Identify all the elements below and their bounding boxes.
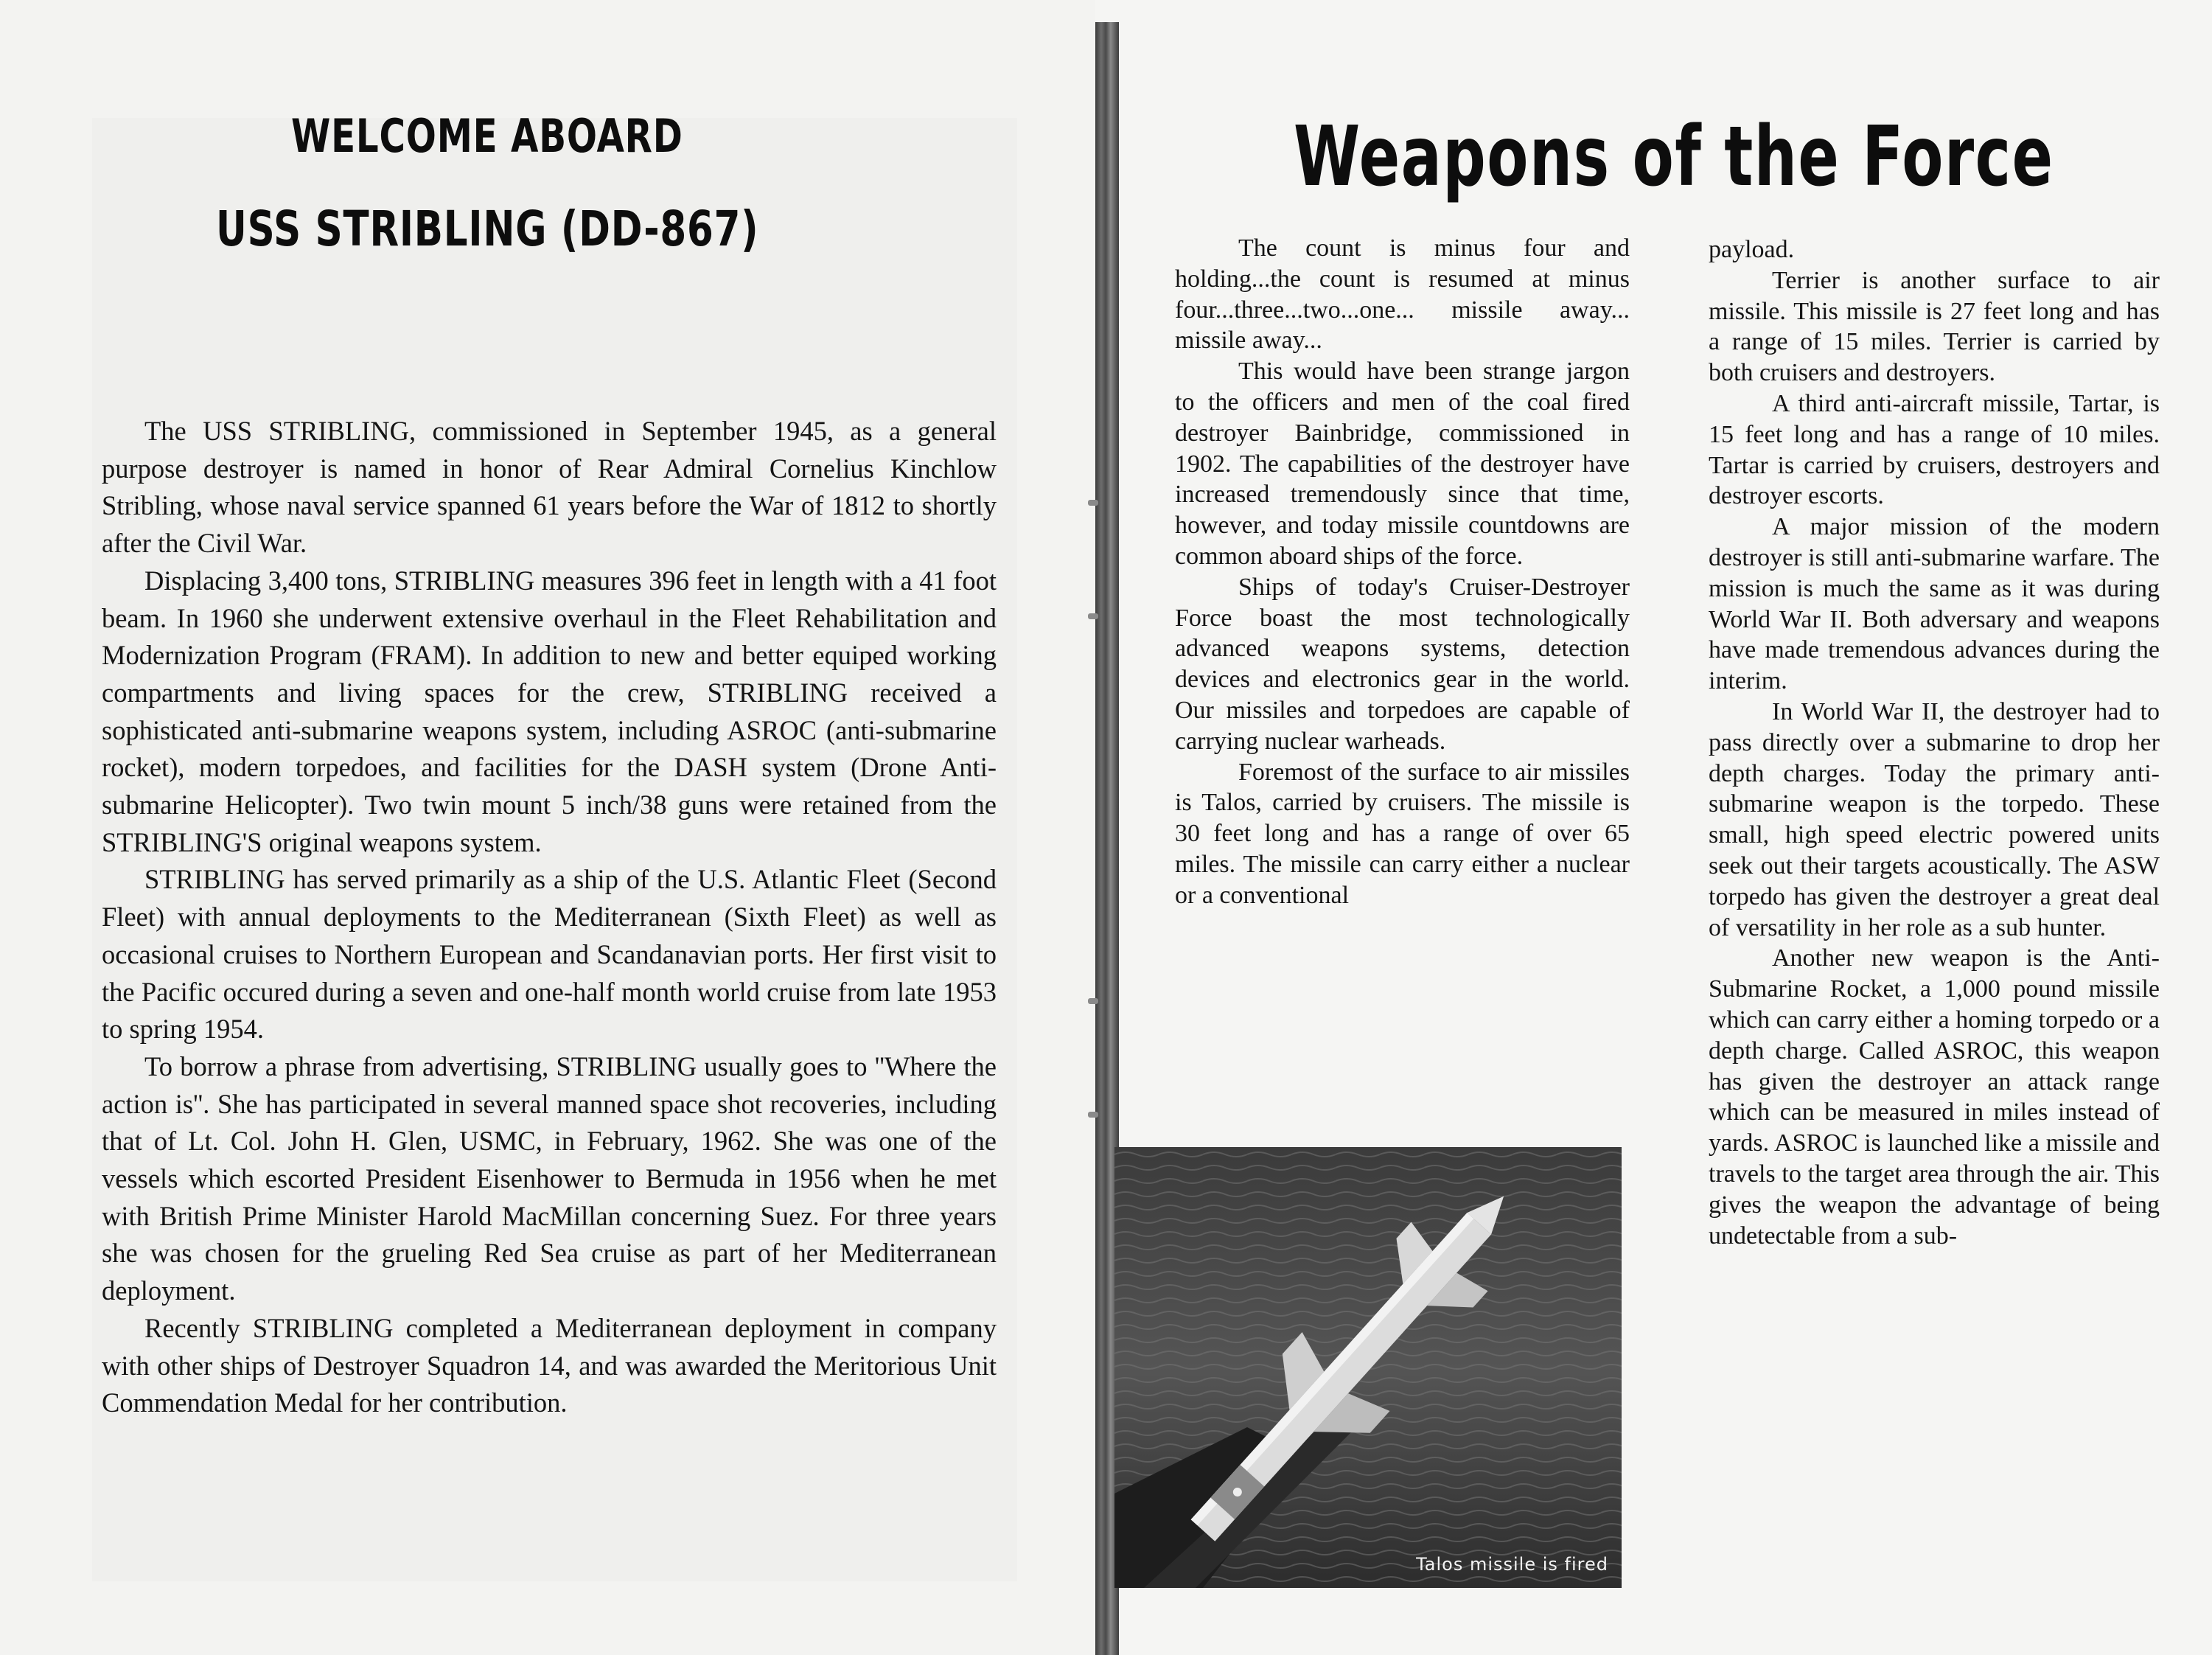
left-article-column: [102, 413, 997, 1422]
article-paragraph: Displacing 3,400 tons, STRIBLING measures 396 feet in length with a 41 foot beam. In 1960 she underwent extensive overhaul in the Fleet Rehabilitation and Modernization Program (FRAM). In addition to new and better equiped working compartments and living spaces for the crew, STRIBLING received a sophisticated anti-submarine weapons system, including ASROC (anti-submarine rocket), modern torpedoes, and facilities for the DASH system (Drone Anti-submarine Helicopter). Two twin mount 5 inch/38 guns were retained from the STRIBLING'S original weapons system.: [102, 565, 997, 857]
weapons-column-2: [1709, 234, 2160, 1251]
talos-missile-photo: [1114, 1147, 1622, 1588]
article-paragraph: The count is minus four and holding...the count is resumed at minus four...three...two...one... missile away... missile away...: [1175, 234, 1630, 355]
article-paragraph: Ships of today's Cruiser-Destroyer Force boast the most technologically advanced weapons systems, detection devices and electronics gear in the world. Our missiles and torpedoes are capable of carrying nuclear warheads.: [1175, 573, 1630, 755]
article-paragraph: Another new weapon is the Anti-Submarine Rocket, a 1,000 pound missile which can carry either a homing torpedo or a depth charge. Called ASROC, this weapon has given the destroyer an attack range which can be measured in miles instead of yards. ASROC is launched like a missile and travels to the target area through the air. This gives the weapon the advantage of being undetectable from a sub-: [1709, 944, 2160, 1250]
article-paragraph: STRIBLING has served primarily as a ship of the U.S. Atlantic Fleet (Second Fleet) with annual deployments to the Mediterranean (Sixth Fleet) as well as occasional cruises to Northern European and Scandanavian ports. Her first visit to the Pacific occured during a seven and one-half month world cruise from late 1953 to spring 1954.: [102, 864, 997, 1045]
article-paragraph: Recently STRIBLING completed a Mediterranean deployment in company with other ships of Destroyer Squadron 14, and was awarded the Meritorious Unit Commendation Medal for her contribution.: [102, 1312, 997, 1418]
article-paragraph: A third anti-aircraft missile, Tartar, is 15 feet long and has a range of 10 miles. Tartar is carried by cruisers, destroyers and destroyer escorts.: [1709, 389, 2160, 510]
article-paragraph: Terrier is another surface to air missile. This missile is 27 feet long and has a range of 15 miles. Terrier is carried by both cruisers and destroyers.: [1709, 266, 2160, 387]
missile-launch-image: [1114, 1147, 1622, 1588]
article-paragraph: This would have been strange jargon to the officers and men of the coal fired destroyer Bainbridge, commissioned in 1902. The capabilities of the destroyer have increased tremendously since that time, however, and today missile countdowns are common aboard ships of the force.: [1175, 358, 1630, 570]
staple-mark: [1088, 613, 1098, 619]
staple-mark: [1088, 1112, 1098, 1118]
article-paragraph-continuation: payload.: [1709, 236, 1795, 263]
staple-mark: [1088, 998, 1098, 1004]
ship-name-heading: USS STRIBLING (DD-867): [216, 201, 759, 257]
staple-mark: [1088, 500, 1098, 506]
article-paragraph: Foremost of the surface to air missiles is Talos, carried by cruisers. The missile is 30 feet long and has a range of over 65 miles. The missile can carry either a nuclear or a conventional: [1175, 758, 1630, 909]
article-paragraph: A major mission of the modern destroyer is still anti-submarine warfare. The mission is much the same as it was during World War II. Both adversary and weapons have made tremendous advances during the interim.: [1709, 513, 2160, 695]
weapons-column-1: [1175, 233, 1630, 911]
weapons-heading: Weapons of the Force: [1294, 109, 2054, 205]
article-paragraph: The USS STRIBLING, commissioned in September 1945, as a general purpose destroyer is named in honor of Rear Admiral Cornelius Kinchlow Stribling, whose naval service spanned 61 years before the War of 1812 to shortly after the Civil War.: [102, 416, 997, 559]
photo-caption: Talos missile is fired: [1416, 1554, 1608, 1575]
welcome-heading: WELCOME ABOARD: [291, 109, 683, 163]
article-paragraph: To borrow a phrase from advertising, STRIBLING usually goes to ''Where the action is''. She has participated in several manned space shot recoveries, including that of Lt. Col. John H. Glen, USMC, in February, 1962. She was one of the vessels which escorted President Eisenhower to Bermuda in 1956 when he met with British Prime Minister Harold MacMillan concerning Suez. For three years she was chosen for the grueling Red Sea cruise as part of her Mediterranean deployment.: [102, 1051, 997, 1306]
article-paragraph: In World War II, the destroyer had to pass directly over a submarine to drop her depth charges. Today the primary anti-submarine weapon is the torpedo. These small, high speed electric powered units seek out their targets acoustically. The ASW torpedo has given the destroyer a great deal of versatility in her role as a sub hunter.: [1709, 697, 2160, 941]
